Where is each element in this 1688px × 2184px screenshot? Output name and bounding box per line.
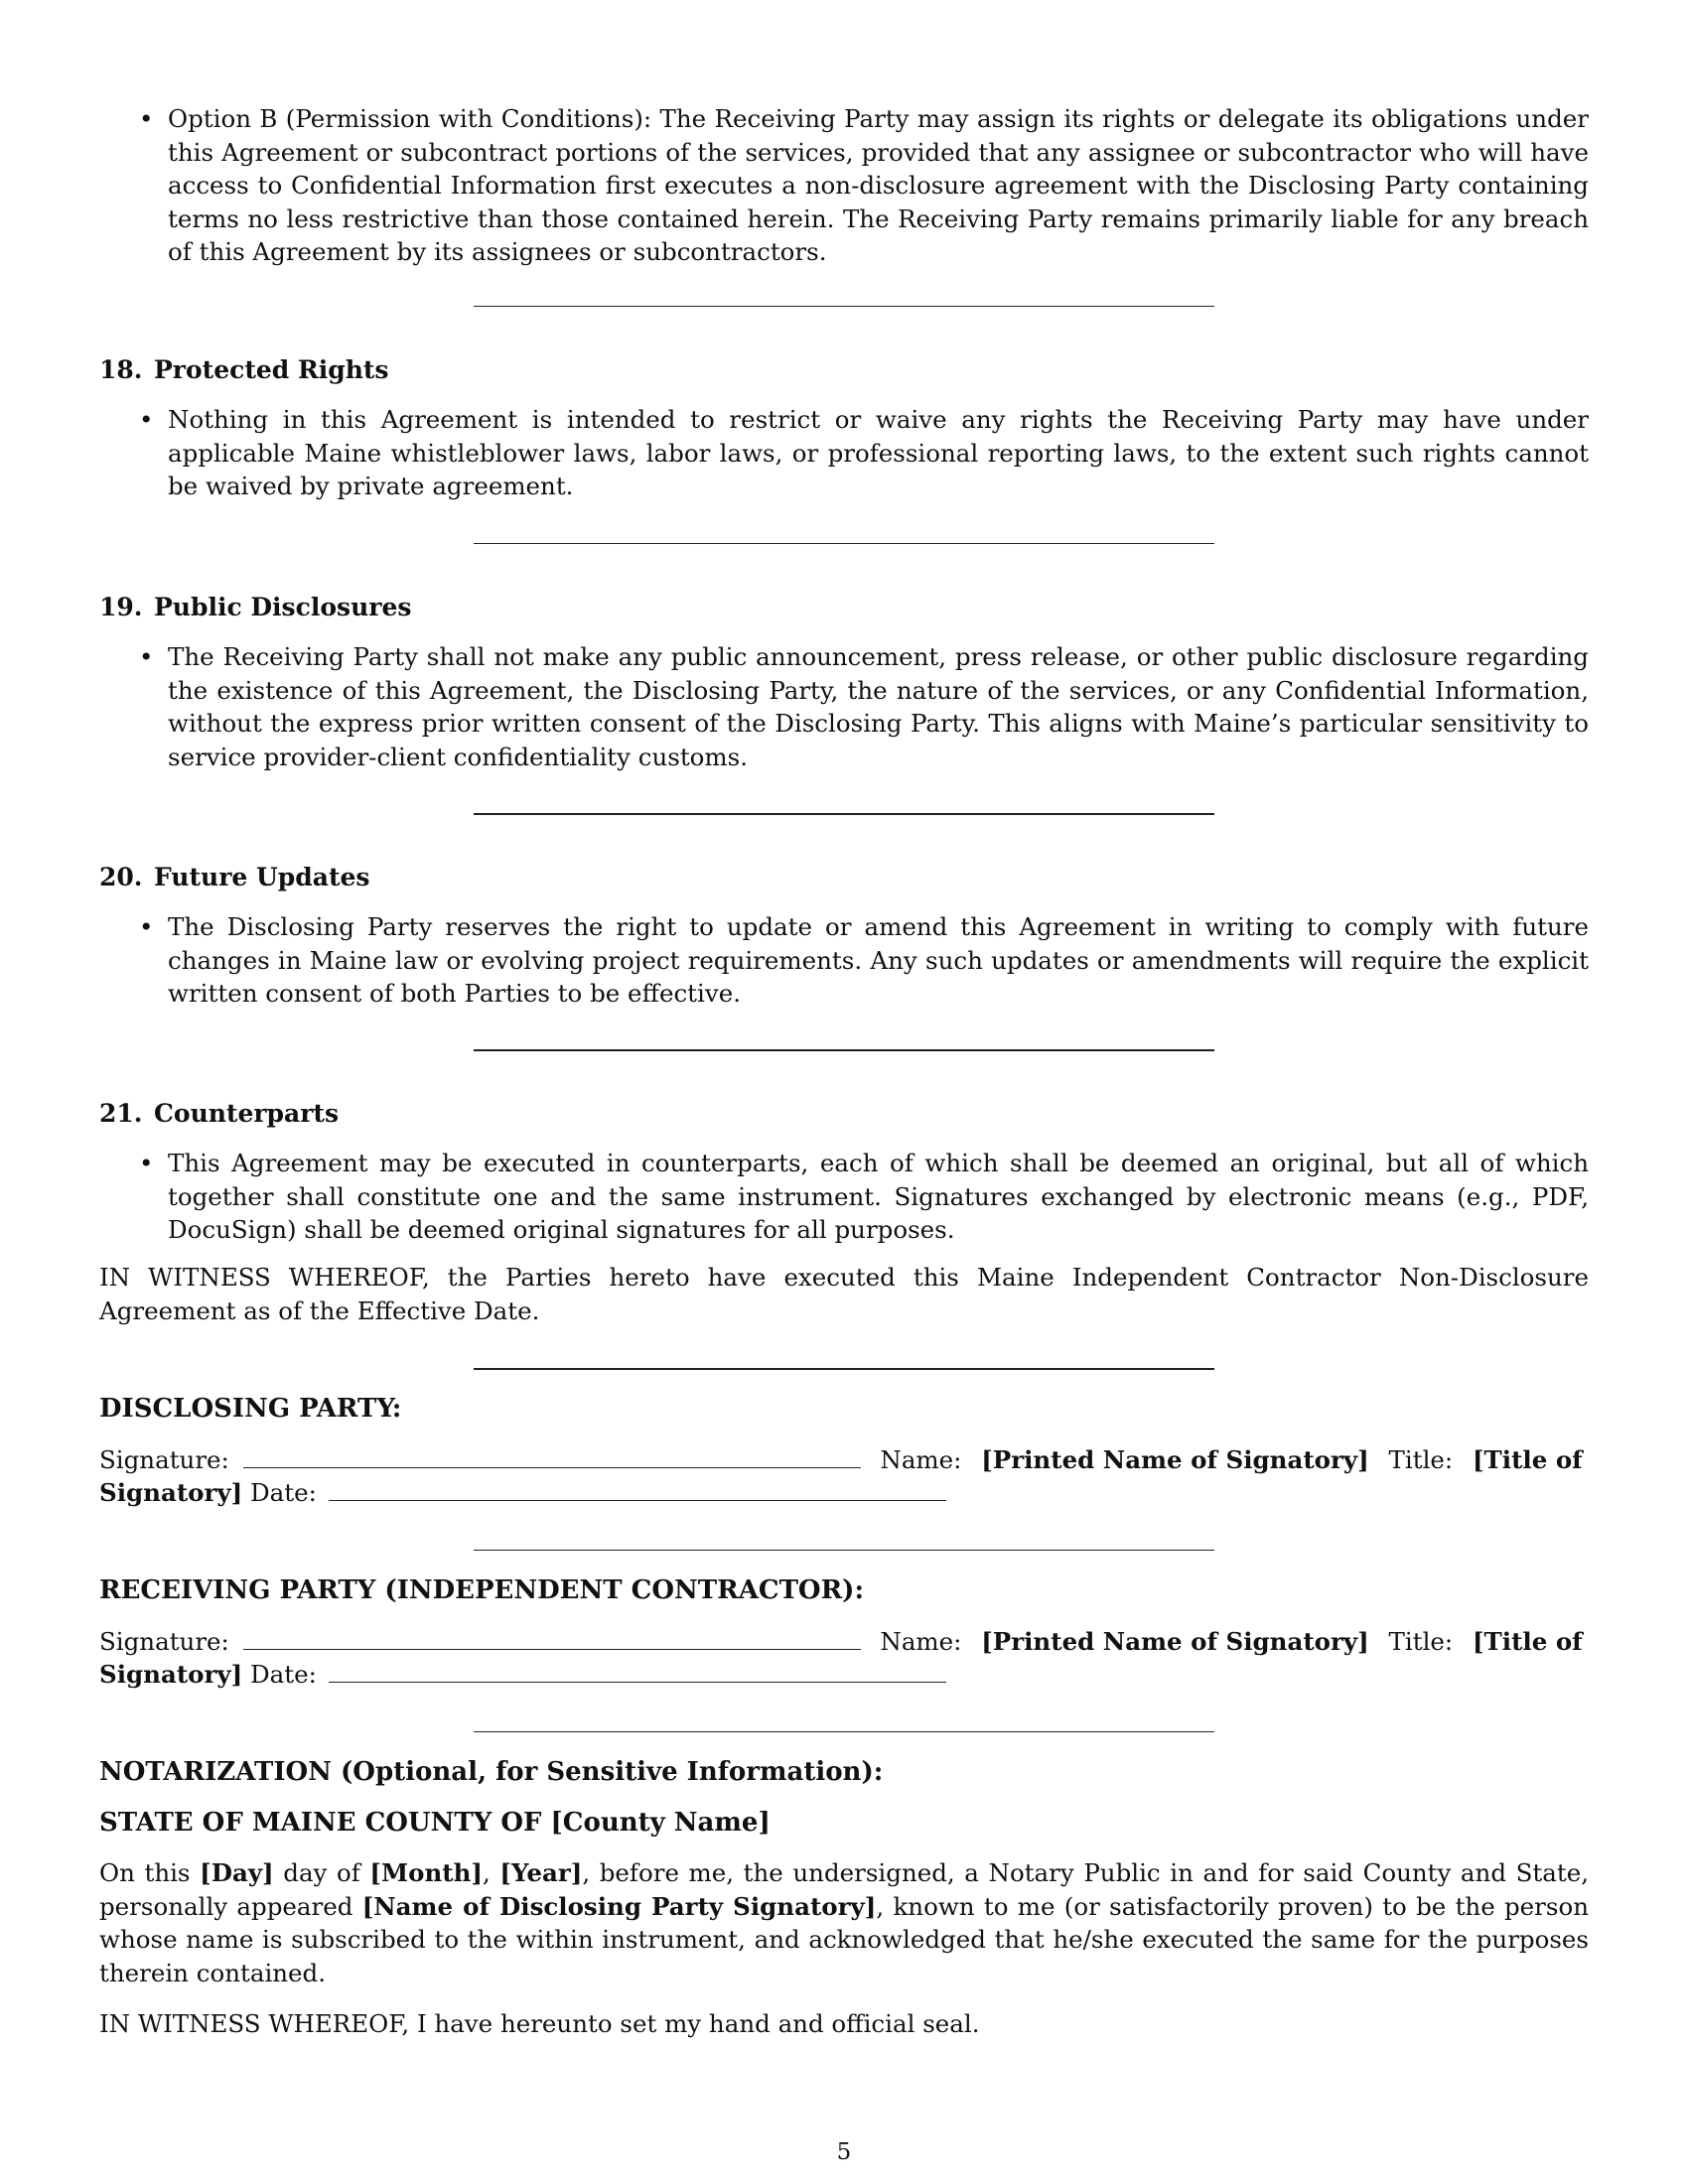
disclosing-date-row bbox=[99, 1476, 1589, 1510]
section-18-heading bbox=[99, 353, 389, 386]
bullet-icon: • bbox=[139, 104, 154, 133]
receiving-signature-line[interactable] bbox=[243, 1627, 861, 1650]
receiving-date-line[interactable] bbox=[329, 1660, 946, 1683]
section-20-heading bbox=[99, 861, 369, 893]
section-divider bbox=[474, 543, 1214, 544]
section-divider bbox=[474, 306, 1214, 307]
bullet-icon: • bbox=[139, 912, 154, 941]
notary-text-part: , bbox=[483, 1858, 500, 1887]
section-number: 18. bbox=[99, 355, 143, 384]
notary-paragraph bbox=[99, 1856, 1589, 1989]
title-value: [Title of bbox=[1472, 1627, 1583, 1656]
section-18-text: Nothing in this Agreement is intended to restrict or waive any rights the Receiving Party may have under applicable Maine whistleblower laws, labor laws, or professional reporting laws, to the extent such rights cannot be waived by private agreement. bbox=[168, 405, 1589, 500]
section-19-text: The Receiving Party shall not make any public announcement, press release, or other public disclosure regarding the existence of this Agreement, the Disclosing Party, the nature of the services, or any Confidential Information, without the express prior written consent of the Disclosing Party. This aligns with Maine’s particular sensitivity to service provider-client confidentiality customs. bbox=[168, 642, 1589, 771]
notary-text bbox=[99, 1856, 1589, 1989]
bullet-icon: • bbox=[139, 642, 154, 671]
notarization-heading: NOTARIZATION (Optional, for Sensitive Information): bbox=[99, 1757, 884, 1787]
section-divider bbox=[474, 1731, 1214, 1732]
date-label: Date: bbox=[250, 1478, 317, 1507]
name-label: Name: bbox=[880, 1627, 962, 1656]
witness-intro-text: IN WITNESS WHEREOF, the Parties hereto have executed this Maine Independent Contractor Non-Disclosure Agreement as of the Effective Date. bbox=[99, 1263, 1589, 1325]
section-number: 19. bbox=[99, 593, 143, 621]
month-placeholder: [Month] bbox=[369, 1858, 484, 1887]
section-number: 20. bbox=[99, 863, 143, 891]
date-label: Date: bbox=[250, 1660, 317, 1689]
notary-text-part: day of bbox=[273, 1858, 370, 1887]
option-b-text: Option B (Permission with Conditions): The Receiving Party may assign its rights or delegate its obligations under this Agreement or subcontract portions of the services, provided that any assignee or subcontractor who will have access to Confidential Information first executes a non-disclosure agreement with the Disclosing Party containing terms no less restrictive than those contained herein. The Receiving Party remains primarily liable for any breach of this Agreement by its assignees or subcontractors. bbox=[168, 104, 1589, 266]
section-divider bbox=[474, 1550, 1214, 1551]
disclosing-signature-line[interactable] bbox=[243, 1445, 861, 1468]
section-20-text: The Disclosing Party reserves the right to update or amend this Agreement in writing to comply with future changes in Maine law or evolving project requirements. Any such updates or amendments will require the explicit written consent of both Parties to be effective. bbox=[168, 912, 1589, 1008]
section-19-heading bbox=[99, 591, 411, 623]
notary-closing-text: IN WITNESS WHEREOF, I have hereunto set my hand and official seal. bbox=[99, 2009, 980, 2038]
page-number: 5 bbox=[836, 2139, 852, 2165]
section-divider bbox=[474, 1368, 1214, 1370]
state-county-heading: STATE OF MAINE COUNTY OF [County Name] bbox=[99, 1808, 771, 1838]
section-divider bbox=[474, 1049, 1214, 1051]
bullet-icon: • bbox=[139, 1149, 154, 1177]
section-number: 21. bbox=[99, 1099, 143, 1128]
section-divider bbox=[474, 813, 1214, 815]
title-value: [Title of bbox=[1472, 1445, 1583, 1474]
receiving-party-heading: RECEIVING PARTY (INDEPENDENT CONTRACTOR): bbox=[99, 1575, 865, 1605]
title-label: Title: bbox=[1388, 1445, 1454, 1474]
day-placeholder: [Day] bbox=[200, 1858, 274, 1887]
section-title: Counterparts bbox=[154, 1099, 340, 1128]
disclosing-party-heading: DISCLOSING PARTY: bbox=[99, 1394, 402, 1424]
signature-label: Signature: bbox=[99, 1627, 229, 1656]
notary-text-part: , before me, the undersigned, a Notary Public in and for said County and State, personally appeared bbox=[99, 1858, 1589, 1921]
disclosing-date-line[interactable] bbox=[329, 1478, 946, 1501]
notary-closing bbox=[99, 2007, 1589, 2041]
disclosing-signature-row bbox=[99, 1443, 1589, 1477]
section-title: Future Updates bbox=[154, 863, 370, 891]
title-label: Title: bbox=[1388, 1627, 1454, 1656]
title-value-cont: Signatory] bbox=[99, 1478, 243, 1507]
notary-text-part: , known to me (or satisfactorily proven) to be the person whose name is subscribed to the within instrument, and acknowledged that he/she executed the same for the purposes therein contained. bbox=[99, 1891, 1589, 1987]
section-title: Protected Rights bbox=[154, 355, 389, 384]
witness-intro bbox=[99, 1261, 1589, 1327]
receiving-date-row bbox=[99, 1658, 1589, 1692]
title-value-cont: Signatory] bbox=[99, 1660, 243, 1689]
section-21-heading bbox=[99, 1097, 339, 1130]
section-21-text: This Agreement may be executed in counterparts, each of which shall be deemed an original, but all of which together shall constitute one and the same instrument. Signatures exchanged by electronic means (e.g., PDF, DocuSign) shall be deemed original signatures for all purposes. bbox=[168, 1149, 1589, 1244]
signature-label: Signature: bbox=[99, 1445, 229, 1474]
section-title: Public Disclosures bbox=[154, 593, 412, 621]
name-label: Name: bbox=[880, 1445, 962, 1474]
name-value: [Printed Name of Signatory] bbox=[981, 1445, 1369, 1474]
year-placeholder: [Year] bbox=[499, 1858, 583, 1887]
bullet-icon: • bbox=[139, 405, 154, 434]
receiving-signature-row bbox=[99, 1625, 1589, 1659]
notary-text-part: On this bbox=[99, 1858, 201, 1887]
name-value: [Printed Name of Signatory] bbox=[981, 1627, 1369, 1656]
signatory-placeholder: [Name of Disclosing Party Signatory] bbox=[361, 1891, 877, 1921]
